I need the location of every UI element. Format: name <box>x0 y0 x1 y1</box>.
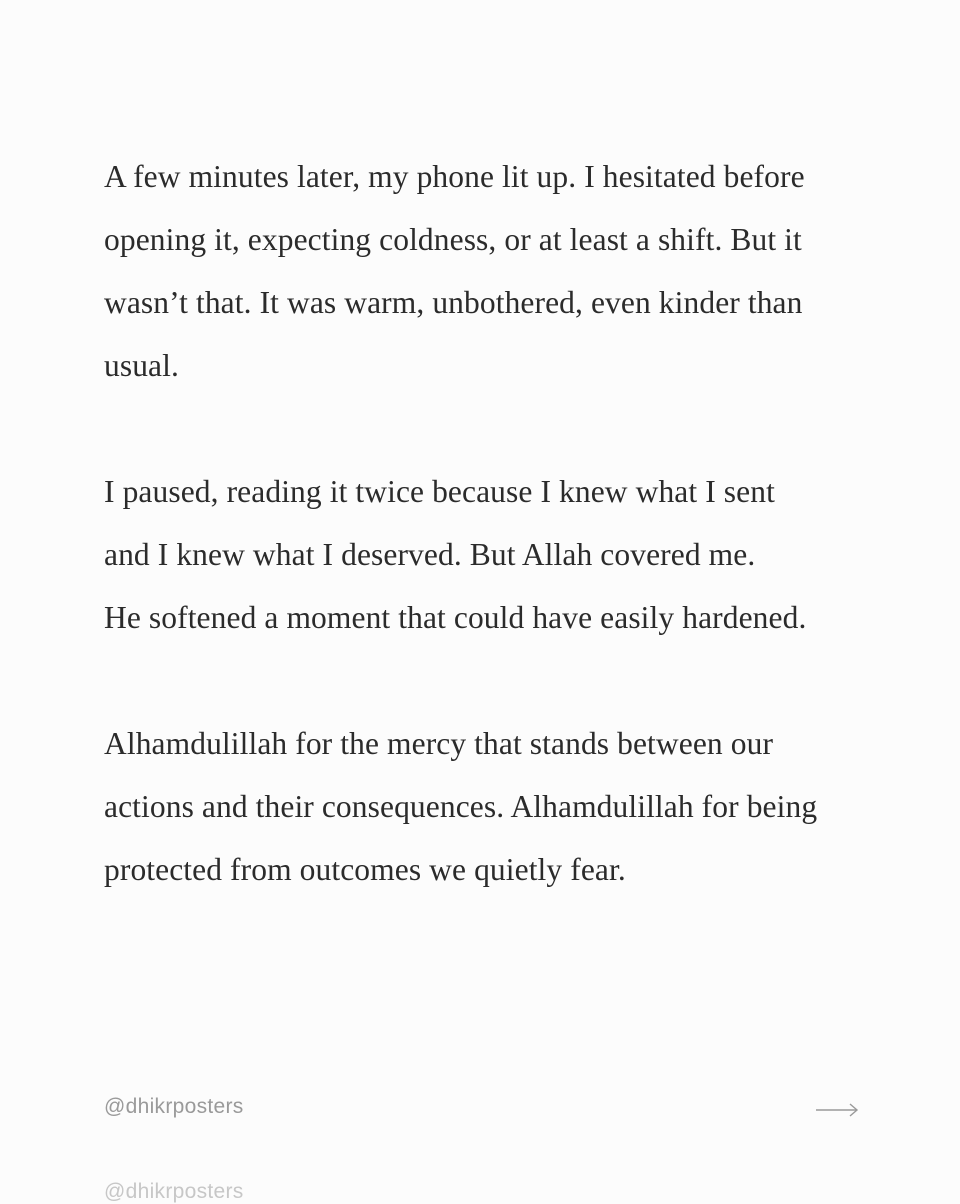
text-line: Alhamdulillah for the mercy that stands between our <box>104 726 774 761</box>
arrow-right-icon[interactable] <box>815 1100 859 1120</box>
text-line: He softened a moment that could have easily hardened. <box>104 600 807 635</box>
text-line: wasn’t that. It was warm, unbothered, even kinder than <box>104 285 803 320</box>
text-line: opening it, expecting coldness, or at least a shift. But it <box>104 222 802 257</box>
text-line: I paused, reading it twice because I knew what I sent <box>104 474 775 509</box>
ghost-account-handle: @dhikrposters <box>104 1180 244 1203</box>
text-line: and I knew what I deserved. But Allah covered me. <box>104 537 756 572</box>
account-handle[interactable]: @dhikrposters <box>104 1095 244 1118</box>
paragraph-2 <box>104 460 894 649</box>
paragraph-1 <box>104 145 894 397</box>
text-line: A few minutes later, my phone lit up. I hesitated before <box>104 159 805 194</box>
text-line: actions and their consequences. Alhamdulillah for being <box>104 789 818 824</box>
paragraph-3 <box>104 712 894 901</box>
post-body <box>104 145 894 964</box>
text-line: protected from outcomes we quietly fear. <box>104 852 626 887</box>
text-line: usual. <box>104 348 179 383</box>
